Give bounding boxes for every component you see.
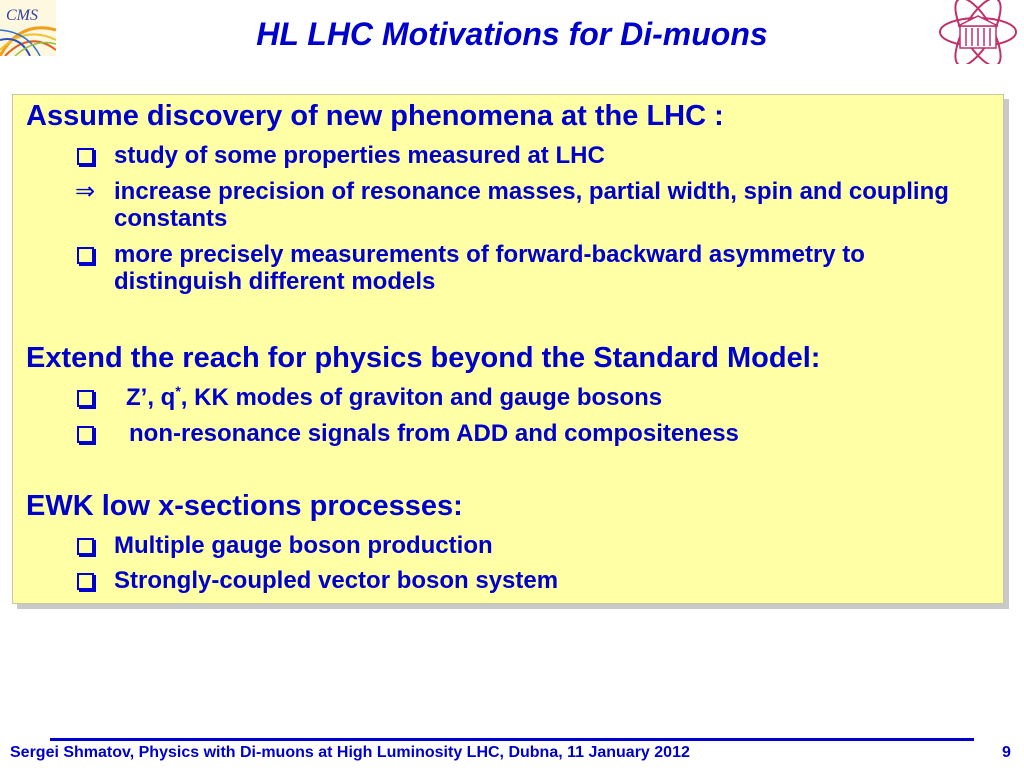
page-number: 9 [1002, 744, 1011, 761]
item-text: Strongly-coupled vector boson system [114, 567, 559, 594]
list-item [73, 384, 983, 411]
item-text-part: , KK modes of graviton and gauge bosons [180, 384, 663, 411]
content-box [12, 94, 1004, 604]
footer-divider [50, 738, 974, 741]
list-item [73, 241, 983, 295]
dubna-jinr-logo [936, 0, 1020, 64]
list-item [73, 567, 983, 594]
cms-logo-text: CMS [6, 7, 38, 24]
item-text-part: Z’, q [126, 384, 176, 411]
list-item [73, 142, 983, 169]
section-heading-ewk: EWK low x-sections processes: [26, 490, 463, 522]
checkbox-bullet-icon [73, 420, 107, 449]
item-text: more precisely measurements of forward-backward asymmetry to distinguish different models [114, 241, 865, 295]
list-item [73, 420, 983, 447]
implies-arrow-icon: ⇒ [75, 178, 96, 205]
item-text: study of some properties measured at LHC [114, 142, 605, 169]
checkbox-bullet-icon [73, 532, 107, 561]
item-text: non-resonance signals from ADD and compositeness [129, 420, 739, 447]
footer-text: Sergei Shmatov, Physics with Di-muons at High Luminosity LHC, Dubna, 11 January 2012 [10, 744, 690, 761]
section-heading-discovery: Assume discovery of new phenomena at the LHC : [26, 100, 724, 132]
item-text [73, 384, 983, 411]
list-item [73, 178, 983, 232]
checkbox-bullet-icon [73, 384, 107, 413]
checkbox-bullet-icon [73, 241, 107, 270]
list-item [73, 532, 983, 559]
item-text: Multiple gauge boson production [114, 532, 493, 559]
section-heading-bsm: Extend the reach for physics beyond the Standard Model: [26, 342, 821, 374]
superscript: * [175, 383, 181, 399]
item-text: increase precision of resonance masses, partial width, spin and coupling constants [114, 178, 949, 232]
checkbox-bullet-icon [73, 142, 107, 171]
checkbox-bullet-icon [73, 567, 107, 596]
slide-title: HL LHC Motivations for Di-muons [256, 16, 768, 52]
